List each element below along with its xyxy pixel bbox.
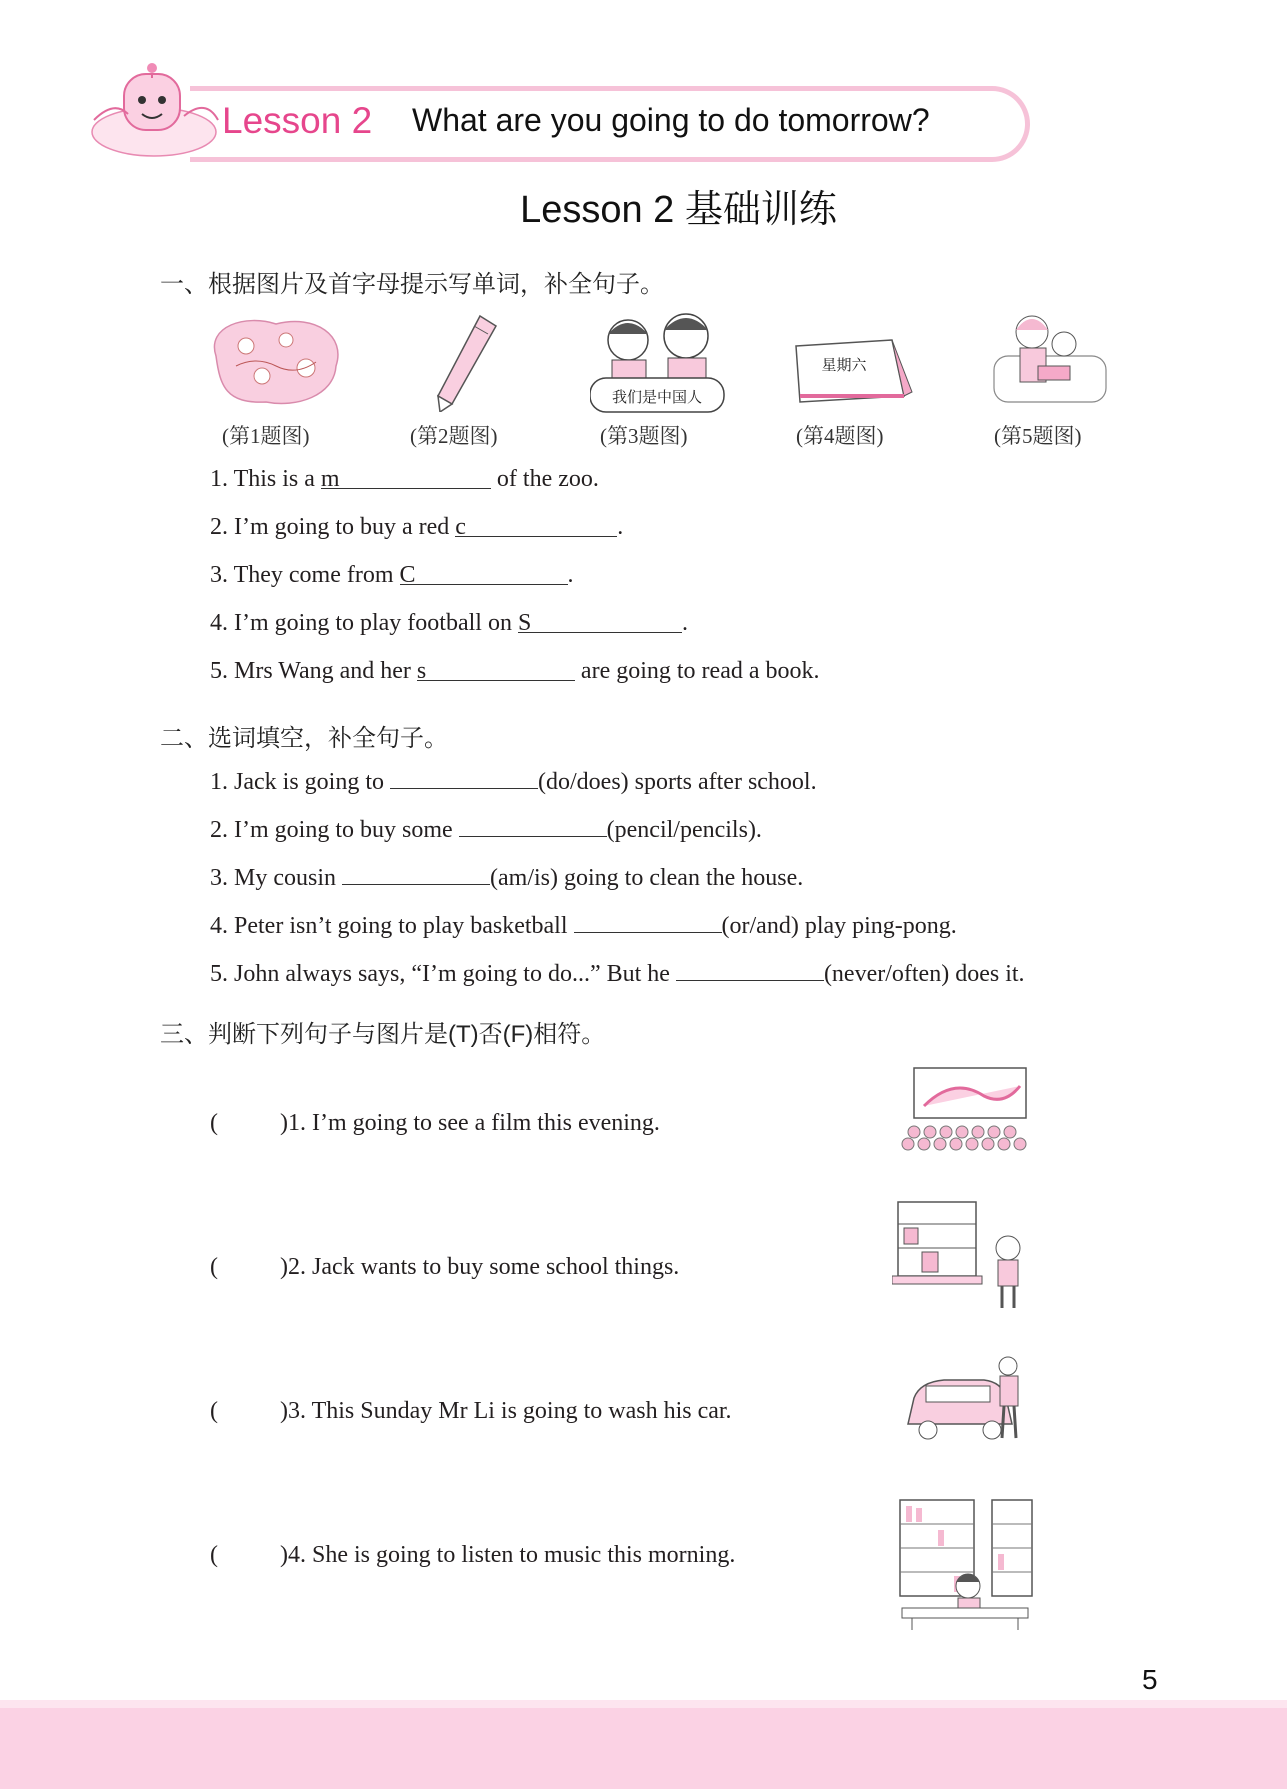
tf-answer-4[interactable]: ( (210, 1542, 218, 1568)
tf-item-4: ( )4. She is going to listen to music this morning. (210, 1542, 736, 1568)
pencil-picture (430, 312, 500, 412)
s2-item-5: 5. John always says, “I’m going to do...” But he (never/often) does it. (210, 958, 1025, 988)
s2-blank-5[interactable] (676, 958, 824, 981)
lesson-title: What are you going to do tomorrow? (412, 102, 930, 138)
caption-2: (第2题图) (410, 424, 498, 448)
mother-son-reading-picture (990, 306, 1110, 410)
tf-item-3: ( )3. This Sunday Mr Li is going to wash his car. (210, 1398, 732, 1424)
s2-item-2: 2. I’m going to buy some (pencil/pencils). (210, 814, 762, 844)
s2-item-4: 4. Peter isn’t going to play basketball (or/and) play ping-pong. (210, 910, 957, 940)
two-children-picture (590, 310, 730, 414)
s1-item-2: 2. I’m going to buy a red c . (210, 514, 624, 540)
caption-3: (第3题图) (600, 424, 688, 448)
cinema-picture (900, 1066, 1032, 1152)
s1-blank-1[interactable]: m (321, 466, 491, 489)
s2-blank-2[interactable] (459, 814, 607, 837)
tf-item-1: ( )1. I’m going to see a film this evening. (210, 1110, 660, 1136)
library-girl-picture (898, 1498, 1034, 1632)
calendar-picture (792, 336, 914, 406)
page-number: 5 (1142, 1664, 1158, 1695)
lesson-label: Lesson 2 (222, 100, 373, 141)
caption-5: (第5题图) (994, 424, 1082, 448)
s2-item-1: 1. Jack is going to (do/does) sports after school. (210, 766, 817, 796)
s2-item-3: 3. My cousin (am/is) going to clean the house. (210, 862, 803, 892)
car-wash-picture (904, 1354, 1030, 1446)
caption-1: (第1题图) (222, 424, 310, 448)
page-title: Lesson 2 基础训练 (520, 189, 837, 231)
section3-heading: 三、判断下列句子与图片是(T)否(F)相符。 (160, 1021, 606, 1048)
caption-4: (第4题图) (796, 424, 884, 448)
s1-item-3: 3. They come from C . (210, 562, 574, 588)
tf-item-2: ( )2. Jack wants to buy some school things. (210, 1254, 680, 1280)
section1-heading: 一、根据图片及首字母提示写单词，补全句子。 (160, 271, 664, 298)
tf-answer-2[interactable]: ( (210, 1254, 218, 1280)
s2-blank-4[interactable] (574, 910, 722, 933)
s1-item-4: 4. I’m going to play football on S . (210, 610, 688, 636)
footer-band (0, 1708, 1287, 1789)
s2-blank-3[interactable] (342, 862, 490, 885)
pic4-calendar-text: 星期六 (821, 356, 867, 374)
s1-item-5: 5. Mrs Wang and her s are going to read a book. (210, 658, 820, 684)
shop-picture (892, 1200, 1042, 1312)
s2-blank-1[interactable] (390, 766, 538, 789)
tf-answer-1[interactable]: ( (210, 1110, 218, 1136)
tf-answer-3[interactable]: ( (210, 1398, 218, 1424)
zoo-map-picture (206, 316, 346, 408)
s1-blank-3[interactable]: C (400, 562, 568, 585)
s1-blank-4[interactable]: S (518, 610, 682, 633)
s1-blank-2[interactable]: c (455, 514, 617, 537)
robot-mascot-icon (84, 60, 224, 160)
s1-item-1: 1. This is a m of the zoo. (210, 466, 599, 492)
s1-blank-5[interactable]: s (417, 658, 575, 681)
section2-heading: 二、选词填空，补全句子。 (160, 725, 448, 752)
pic3-bubble-text: 我们是中国人 (611, 388, 703, 406)
